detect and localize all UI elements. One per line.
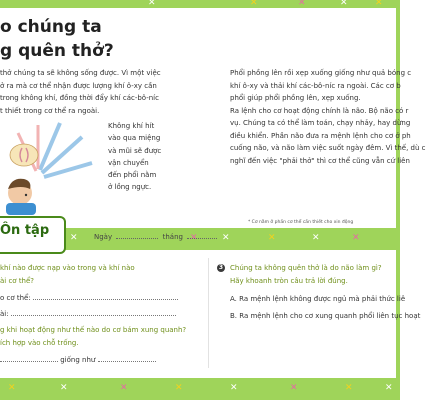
date-row — [94, 232, 219, 241]
right-green-border — [396, 0, 400, 400]
option-b[interactable] — [230, 310, 420, 322]
right-line: khí ô-xy và thải khí các-bô-níc ra ngoài. Các cơ b — [230, 81, 401, 90]
month-label: tháng — [162, 233, 183, 241]
month-blank[interactable] — [187, 232, 217, 239]
answer-blank[interactable] — [33, 292, 178, 300]
top-border-cross-icon: ✕ — [375, 0, 383, 8]
top-border-cross-icon: ✕ — [148, 0, 156, 8]
exercise-3-question — [230, 262, 382, 274]
day-label: Ngày — [94, 233, 113, 241]
right-line: Phổi phồng lên rồi xẹp xuống giống như quả bóng c — [230, 69, 412, 77]
answer-blank[interactable] — [11, 308, 176, 316]
exercise-text: g khi hoạt động như thế nào do cơ bám xung quanh? — [0, 326, 187, 334]
right-line: cuống não, và não làm việc suốt ngày đêm. Vì thế, dù c — [230, 144, 426, 152]
column-divider — [208, 258, 209, 368]
exercise-1-question-cont — [0, 275, 34, 287]
exercise-text: ích hợp vào chỗ trống. — [0, 339, 79, 347]
right-line: điều khiển. Phần não đưa ra mệnh lệnh cho cơ ở ph — [230, 131, 411, 140]
exercise-2-instruction — [0, 337, 79, 349]
right-line: nghĩ đến việc "phải thở" thì cơ thể cũng vẫn cứ liên — [230, 156, 410, 165]
exercise-text: khí nào được nạp vào trong và khí nào — [0, 264, 135, 272]
bottom-border-cross-icon: ✕ — [230, 383, 238, 393]
breathing-illustration — [0, 115, 106, 215]
intro-line: ở ra mà cơ thể nhận được lượng khí ô-xy cần — [0, 81, 157, 90]
answer-blank[interactable] — [98, 354, 156, 362]
option-b-text: B. Ra mệnh lệnh cho cơ xung quanh phổi liên tục hoạt — [230, 312, 421, 320]
band-cross-icon: ✕ — [190, 233, 198, 243]
lungs-icon — [10, 144, 38, 166]
exercise-2-question — [0, 324, 186, 336]
boy-icon — [6, 179, 36, 215]
exercise-text: Chúng ta không quên thở là do não làm gì? — [230, 264, 382, 272]
side-line: ở lồng ngực. — [108, 183, 152, 192]
exercise-2-fill — [0, 354, 156, 366]
intro-line: t thiết trong cơ thể ra ngoài. — [0, 106, 100, 115]
exercise-1-question — [0, 262, 135, 274]
answer-blank[interactable] — [0, 354, 58, 362]
option-a[interactable] — [230, 293, 405, 305]
band-cross-icon: ✕ — [268, 233, 276, 243]
top-border-cross-icon: ✕ — [340, 0, 348, 8]
title-line-2: g quên thở? — [0, 41, 114, 61]
bottom-border-cross-icon: ✕ — [120, 383, 128, 393]
right-line: vụ. Chúng ta có thể làm toán, chạy nhảy, hay dừng — [230, 119, 411, 127]
side-line: vào qua miệng — [108, 134, 161, 143]
band-cross-icon: ✕ — [222, 233, 230, 243]
band-cross-icon: ✕ — [70, 233, 78, 243]
day-blank[interactable] — [116, 232, 158, 239]
bottom-border-cross-icon: ✕ — [175, 383, 183, 393]
exercise-text: giống như — [60, 356, 96, 364]
exercise-1-answer-in — [0, 292, 178, 304]
intro-paragraph — [0, 67, 198, 117]
exercise-1-answer-out — [0, 308, 176, 320]
exercise-number-badge: 3 — [218, 264, 224, 271]
bottom-border-cross-icon: ✕ — [385, 383, 393, 393]
intro-line: trong không khí, đồng thời đẩy khí các-bô-níc — [0, 94, 159, 102]
right-line: phổi giúp phổi phồng lên, xẹp xuống. — [230, 94, 361, 102]
bottom-border-cross-icon: ✕ — [290, 383, 298, 393]
page-title — [0, 15, 114, 63]
exercise-text: o cơ thể: — [0, 294, 31, 302]
side-paragraph — [108, 120, 198, 194]
band-cross-icon: ✕ — [312, 233, 320, 243]
option-a-text: A. Ra mệnh lệnh không được ngủ mà phải thức liê — [230, 295, 406, 303]
right-paragraph — [230, 67, 426, 167]
right-line: Ra lệnh cho cơ hoạt động chính là não. Bộ não có r — [230, 106, 409, 115]
side-line: và mũi sẽ được — [108, 146, 162, 155]
exercise-3-instruction — [230, 275, 348, 287]
side-line: đến phổi nằm — [108, 171, 157, 180]
top-border-cross-icon: ✕ — [250, 0, 258, 8]
side-line: vận chuyển — [108, 158, 149, 167]
exercise-text: ài cơ thể? — [0, 277, 35, 285]
bottom-border-cross-icon: ✕ — [60, 383, 68, 393]
exercise-text: ài: — [0, 310, 9, 318]
bottom-border-cross-icon: ✕ — [345, 383, 353, 393]
top-border-cross-icon: ✕ — [298, 0, 306, 8]
intro-line: thở chúng ta sẽ không sống được. Vì một việc — [0, 69, 161, 77]
bottom-border-cross-icon: ✕ — [8, 383, 16, 393]
review-heading: Ôn tập — [0, 223, 50, 238]
footnote: * Cơ nằm ở phần cơ thể cần thiết cho xin động — [248, 220, 354, 225]
title-line-1: o chúng ta — [0, 17, 102, 37]
band-cross-icon: ✕ — [352, 233, 360, 243]
exercise-text: Hãy khoanh tròn câu trả lời đúng. — [230, 277, 348, 285]
side-line: Không khí hít — [108, 122, 155, 130]
